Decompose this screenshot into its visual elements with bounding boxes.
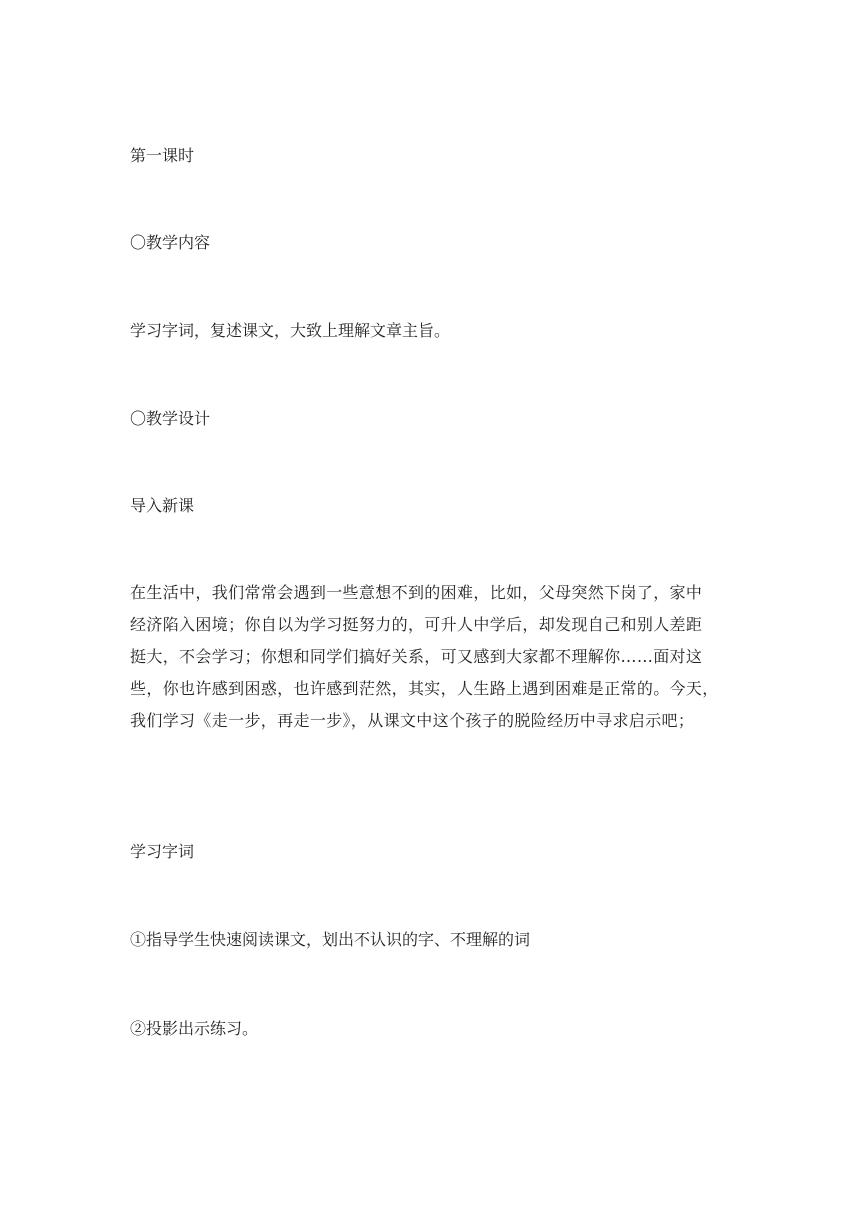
intro-heading: 导入新课: [130, 496, 195, 515]
intro-paragraph: [130, 577, 738, 737]
paragraph-line: 些，你也许感到困惑，也许感到茫然，其实，人生路上遇到困难是正常的。今天，: [130, 679, 719, 698]
content-heading: 〇教学内容: [130, 233, 211, 252]
paragraph-line: 在生活中，我们常常会遇到一些意想不到的困难，比如，父母突然下岗了，家中: [130, 583, 703, 602]
paragraph-line: 我们学习《走一步，再走一步》，从课文中这个孩子的脱险经历中寻求启示吧；: [130, 711, 695, 730]
vocab-heading: 学习字词: [130, 842, 195, 861]
step-2: ②投影出示练习。: [130, 1019, 259, 1038]
design-heading: 〇教学设计: [130, 409, 211, 428]
paragraph-line: 挺大，不会学习；你想和同学们搞好关系，可又感到大家都不理解你……面对这: [130, 647, 703, 666]
step-1: ①指导学生快速阅读课文，划出不认识的字、不理解的词: [130, 930, 531, 949]
lesson-title: 第一课时: [130, 146, 195, 165]
paragraph-line: 经济陷入困境；你自以为学习挺努力的，可升人中学后，却发现自己和别人差距: [130, 615, 703, 634]
content-text: 学习字词，复述课文，大致上理解文章主旨。: [130, 321, 451, 340]
